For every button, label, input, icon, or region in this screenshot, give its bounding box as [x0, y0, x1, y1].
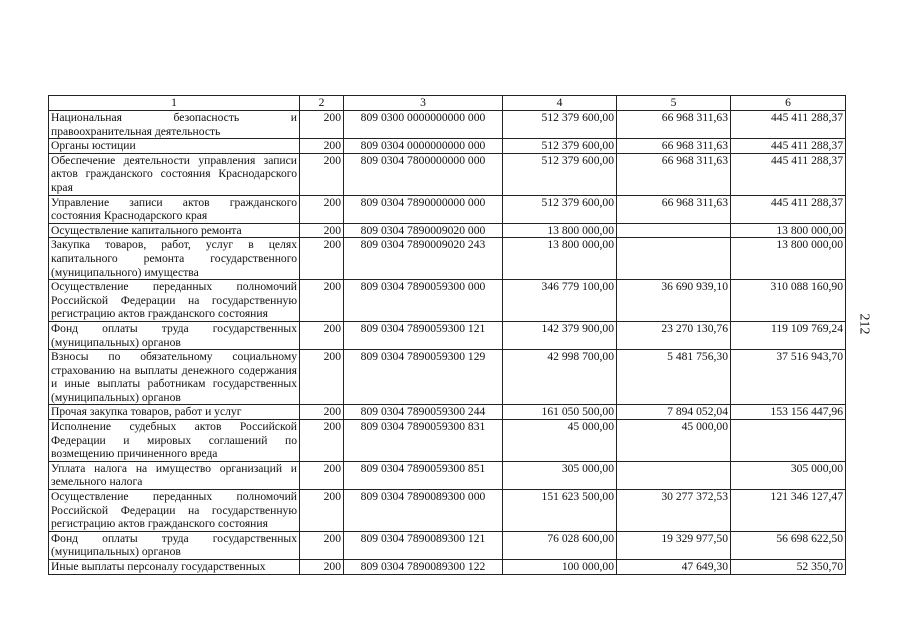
row-admin-cell: 200	[300, 420, 344, 462]
row-remaining-amount-cell: 153 156 447,96	[731, 405, 846, 420]
row-classification-code-cell: 809 0304 7890059300 851	[344, 461, 503, 489]
budget-execution-table	[48, 95, 846, 575]
row-name-cell: Обеспечение деятельности управления записи актов гражданского состояния Краснодарского края	[49, 153, 300, 195]
page-number	[848, 304, 878, 344]
page-number-text: 212	[856, 313, 871, 335]
row-approved-amount-cell: 13 800 000,00	[503, 223, 617, 238]
table-row	[49, 139, 846, 154]
row-approved-amount-cell: 512 379 600,00	[503, 153, 617, 195]
table-row	[49, 321, 846, 349]
row-admin-cell: 200	[300, 111, 344, 139]
table-row	[49, 238, 846, 280]
row-name-cell: Уплата налога на имущество организаций и земельного налога	[49, 461, 300, 489]
row-name-cell: Иные выплаты персоналу государственных	[49, 560, 300, 575]
row-approved-amount-cell: 151 623 500,00	[503, 490, 617, 532]
table-row	[49, 350, 846, 405]
row-remaining-amount-cell: 121 346 127,47	[731, 490, 846, 532]
row-approved-amount-cell: 13 800 000,00	[503, 238, 617, 280]
row-classification-code-cell: 809 0304 7890059300 121	[344, 321, 503, 349]
row-name-cell: Управление записи актов гражданского состояния Краснодарского края	[49, 195, 300, 223]
column-header: 1	[49, 96, 300, 111]
row-executed-amount-cell: 30 277 372,53	[617, 490, 731, 532]
row-admin-cell: 200	[300, 223, 344, 238]
row-classification-code-cell: 809 0304 0000000000 000	[344, 139, 503, 154]
row-classification-code-cell: 809 0304 7890059300 244	[344, 405, 503, 420]
column-header: 5	[617, 96, 731, 111]
row-classification-code-cell: 809 0304 7890009020 243	[344, 238, 503, 280]
row-admin-cell: 200	[300, 490, 344, 532]
column-header: 2	[300, 96, 344, 111]
row-admin-cell: 200	[300, 321, 344, 349]
row-name-cell: Национальная безопасность и правоохранительная деятельность	[49, 111, 300, 139]
row-executed-amount-cell: 66 968 311,63	[617, 195, 731, 223]
row-executed-amount-cell: 45 000,00	[617, 420, 731, 462]
row-executed-amount-cell: 5 481 756,30	[617, 350, 731, 405]
row-executed-amount-cell: 66 968 311,63	[617, 153, 731, 195]
table-row	[49, 461, 846, 489]
row-admin-cell: 200	[300, 350, 344, 405]
row-remaining-amount-cell	[731, 420, 846, 462]
row-admin-cell: 200	[300, 405, 344, 420]
row-admin-cell: 200	[300, 195, 344, 223]
row-approved-amount-cell: 42 998 700,00	[503, 350, 617, 405]
table-row	[49, 531, 846, 559]
row-classification-code-cell: 809 0304 7890059300 831	[344, 420, 503, 462]
row-remaining-amount-cell: 13 800 000,00	[731, 223, 846, 238]
row-classification-code-cell: 809 0304 7890059300 129	[344, 350, 503, 405]
row-classification-code-cell: 809 0304 7890000000 000	[344, 195, 503, 223]
table-body	[49, 111, 846, 575]
row-name-cell: Фонд оплаты труда государственных (муниципальных) органов	[49, 531, 300, 559]
row-executed-amount-cell: 23 270 130,76	[617, 321, 731, 349]
row-remaining-amount-cell: 445 411 288,37	[731, 111, 846, 139]
row-classification-code-cell: 809 0304 7800000000 000	[344, 153, 503, 195]
row-executed-amount-cell	[617, 461, 731, 489]
row-executed-amount-cell: 19 329 977,50	[617, 531, 731, 559]
row-approved-amount-cell: 305 000,00	[503, 461, 617, 489]
row-admin-cell: 200	[300, 461, 344, 489]
row-classification-code-cell: 809 0304 7890089300 000	[344, 490, 503, 532]
table-row	[49, 153, 846, 195]
row-classification-code-cell: 809 0304 7890089300 121	[344, 531, 503, 559]
column-header: 4	[503, 96, 617, 111]
row-admin-cell: 200	[300, 139, 344, 154]
table-row	[49, 111, 846, 139]
row-classification-code-cell: 809 0300 0000000000 000	[344, 111, 503, 139]
row-name-cell: Осуществление капитального ремонта	[49, 223, 300, 238]
row-name-cell: Фонд оплаты труда государственных (муниципальных) органов	[49, 321, 300, 349]
row-admin-cell: 200	[300, 280, 344, 322]
row-approved-amount-cell: 100 000,00	[503, 560, 617, 575]
row-approved-amount-cell: 142 379 900,00	[503, 321, 617, 349]
table-row	[49, 490, 846, 532]
row-name-cell: Органы юстиции	[49, 139, 300, 154]
row-name-cell: Осуществление переданных полномочий Российской Федерации на государственную регистрацию актов гражданского состояния	[49, 490, 300, 532]
table-row	[49, 280, 846, 322]
table-row	[49, 420, 846, 462]
row-name-cell: Исполнение судебных актов Российской Федерации и мировых соглашений по возмещению причиненного вреда	[49, 420, 300, 462]
table-row	[49, 195, 846, 223]
row-executed-amount-cell: 66 968 311,63	[617, 111, 731, 139]
column-header: 3	[344, 96, 503, 111]
row-executed-amount-cell	[617, 238, 731, 280]
row-remaining-amount-cell: 37 516 943,70	[731, 350, 846, 405]
row-remaining-amount-cell: 13 800 000,00	[731, 238, 846, 280]
row-executed-amount-cell	[617, 223, 731, 238]
row-remaining-amount-cell: 445 411 288,37	[731, 139, 846, 154]
row-remaining-amount-cell: 310 088 160,90	[731, 280, 846, 322]
row-executed-amount-cell: 36 690 939,10	[617, 280, 731, 322]
row-remaining-amount-cell: 445 411 288,37	[731, 153, 846, 195]
table-row	[49, 223, 846, 238]
row-approved-amount-cell: 346 779 100,00	[503, 280, 617, 322]
row-approved-amount-cell: 512 379 600,00	[503, 139, 617, 154]
row-approved-amount-cell: 161 050 500,00	[503, 405, 617, 420]
row-admin-cell: 200	[300, 153, 344, 195]
table-row	[49, 560, 846, 575]
row-remaining-amount-cell: 445 411 288,37	[731, 195, 846, 223]
row-classification-code-cell: 809 0304 7890009020 000	[344, 223, 503, 238]
row-executed-amount-cell: 7 894 052,04	[617, 405, 731, 420]
row-classification-code-cell: 809 0304 7890059300 000	[344, 280, 503, 322]
row-executed-amount-cell: 47 649,30	[617, 560, 731, 575]
row-remaining-amount-cell: 52 350,70	[731, 560, 846, 575]
row-admin-cell: 200	[300, 531, 344, 559]
row-name-cell: Осуществление переданных полномочий Российской Федерации на государственную регистрацию актов гражданского состояния	[49, 280, 300, 322]
row-remaining-amount-cell: 305 000,00	[731, 461, 846, 489]
row-classification-code-cell: 809 0304 7890089300 122	[344, 560, 503, 575]
column-header: 6	[731, 96, 846, 111]
row-approved-amount-cell: 76 028 600,00	[503, 531, 617, 559]
row-admin-cell: 200	[300, 238, 344, 280]
column-number-header-row	[49, 96, 846, 111]
table-row	[49, 405, 846, 420]
row-name-cell: Взносы по обязательному социальному страхованию на выплаты денежного содержания и иные выплаты работникам государственных (муниципальных) органов	[49, 350, 300, 405]
row-remaining-amount-cell: 119 109 769,24	[731, 321, 846, 349]
row-executed-amount-cell: 66 968 311,63	[617, 139, 731, 154]
row-remaining-amount-cell: 56 698 622,50	[731, 531, 846, 559]
row-name-cell: Прочая закупка товаров, работ и услуг	[49, 405, 300, 420]
row-approved-amount-cell: 512 379 600,00	[503, 111, 617, 139]
row-approved-amount-cell: 512 379 600,00	[503, 195, 617, 223]
row-name-cell: Закупка товаров, работ, услуг в целях капитального ремонта государственного (муниципального) имущества	[49, 238, 300, 280]
row-approved-amount-cell: 45 000,00	[503, 420, 617, 462]
row-admin-cell: 200	[300, 560, 344, 575]
